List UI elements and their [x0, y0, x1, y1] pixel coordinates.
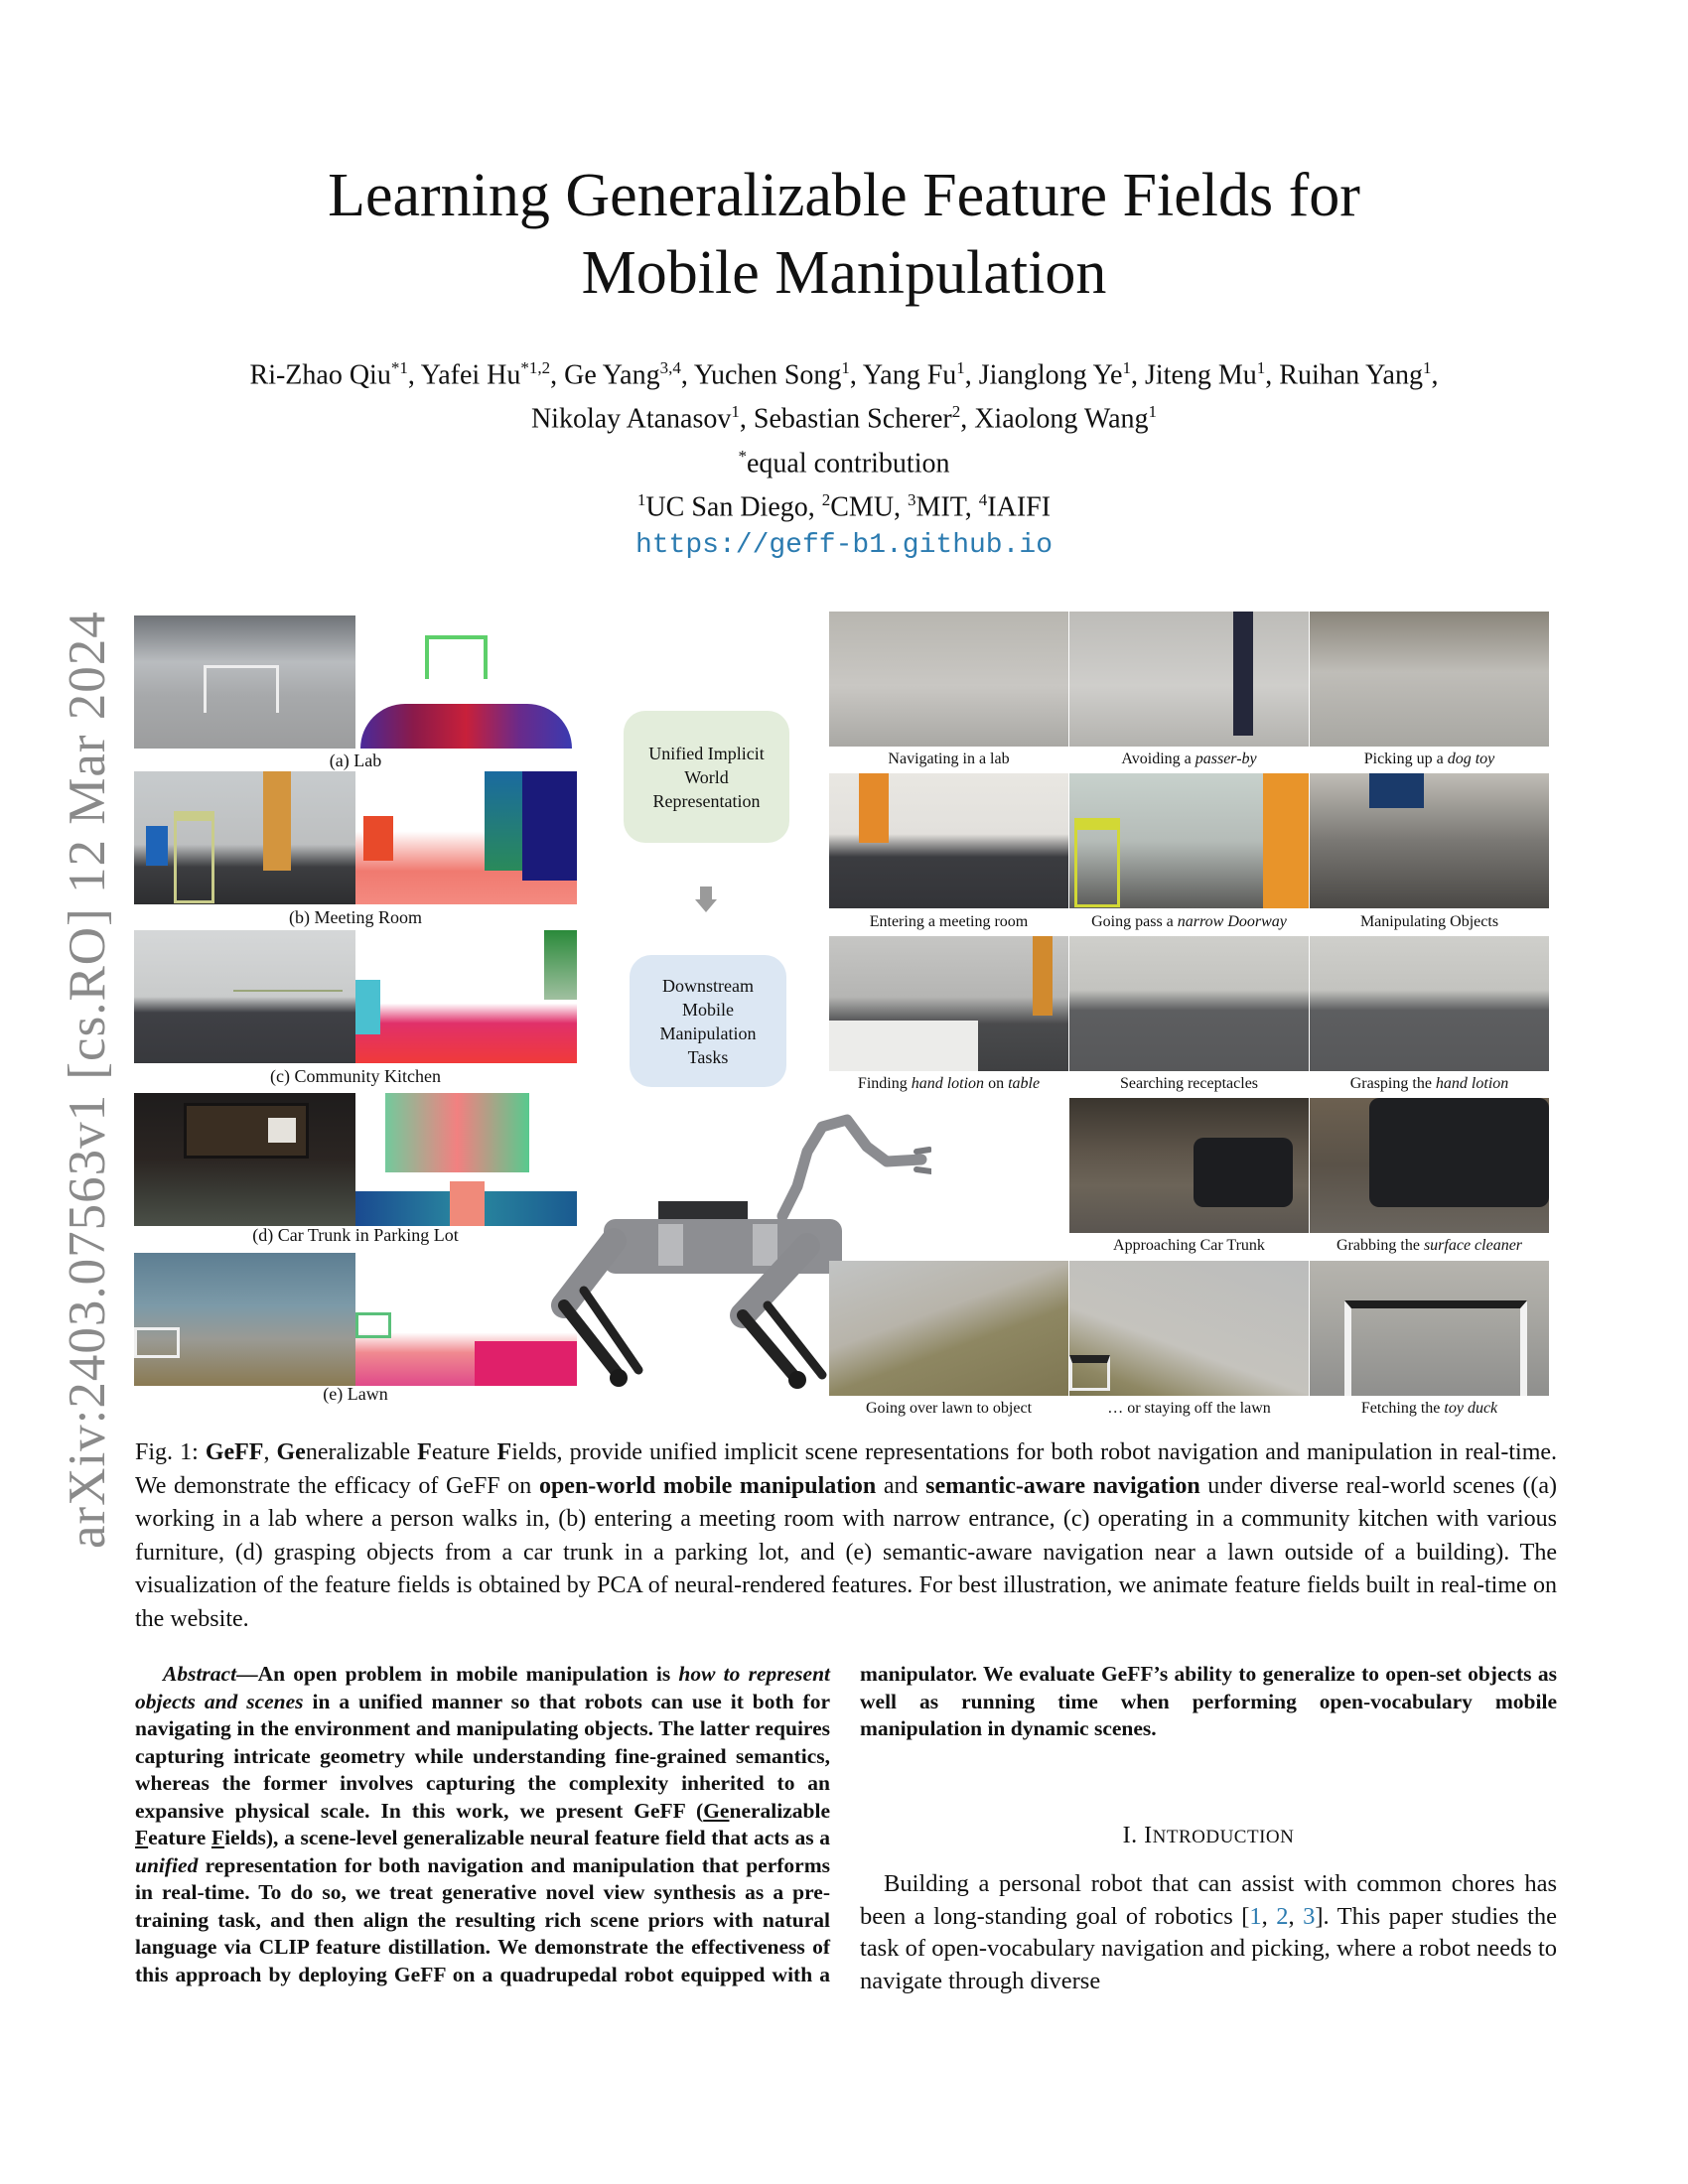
task-caption	[1310, 913, 1549, 931]
author-name: Ri-Zhao Qiu	[249, 359, 391, 391]
author-sup: 1	[841, 358, 850, 377]
caption-text: Approaching Car Trunk	[1113, 1237, 1265, 1254]
task-image-grabbing-surface-cleaner	[1310, 1098, 1549, 1233]
figure-caption	[135, 1436, 1557, 1636]
abstract-dash: —	[236, 1662, 258, 1686]
section-title: I	[1144, 1823, 1153, 1848]
affiliations: $^1$UC San Diego, $^2$CMU, $^3$MIT, $^4$IAIFI	[636, 489, 1052, 523]
task-caption	[829, 751, 1068, 768]
task-image-finding-hand-lotion	[829, 936, 1068, 1071]
scene-caption: (c) Community Kitchen	[270, 1066, 441, 1086]
section-heading-introduction	[860, 1823, 1557, 1849]
author-name: Sebastian Scherer	[753, 403, 952, 435]
author-name: Jiteng Mu	[1144, 359, 1257, 391]
caption-text: Manipulating Objects	[1359, 913, 1499, 930]
abstract-underline: F	[135, 1826, 149, 1849]
task-image-staying-off-lawn	[1069, 1261, 1309, 1396]
box-label: Unified Implicit World Representation	[648, 743, 765, 811]
caption-text: Entering a meeting room	[869, 913, 1029, 930]
author-sup: 1	[1256, 358, 1266, 377]
caption-text: eature	[431, 1439, 497, 1465]
downstream-tasks-box	[630, 955, 786, 1087]
section-number: I.	[1122, 1823, 1145, 1848]
abstract-underline: Ge	[703, 1798, 730, 1823]
title-line-2: Mobile Manipulation	[581, 239, 1107, 307]
author-sup: 1	[956, 358, 965, 377]
task-caption	[1310, 1075, 1549, 1093]
affil-sup: 2	[821, 489, 831, 509]
introduction-paragraph	[860, 1868, 1557, 1997]
unified-representation-box	[624, 711, 789, 843]
caption-text: ields, provide unified implicit scene representations for both robot navigation and manipulation in real-time. We demonstrate the efficacy of GeFF on	[135, 1439, 1558, 1499]
author-name: Yang Fu	[862, 359, 957, 391]
affiliation: IAIFI	[987, 491, 1052, 523]
task-image-approaching-car-trunk	[1069, 1098, 1309, 1233]
author-sup: 1	[1422, 358, 1432, 377]
caption-emphasis: narrow Doorway	[1177, 913, 1287, 930]
author-sup: 3,4	[659, 358, 681, 377]
author-name: Yafei Hu	[420, 359, 521, 391]
task-image-searching-receptacles	[1069, 936, 1309, 1071]
author-name: Nikolay Atanasov	[530, 403, 732, 435]
caption-text: on	[984, 1075, 1009, 1092]
scene-rgb-lawn	[134, 1253, 355, 1386]
scene-rgb-lab	[134, 615, 355, 749]
caption-emphasis: surface cleaner	[1423, 1237, 1523, 1254]
author-line-2: Nikolay Atanasov$^1$, Sebastian Scherer$^2$, Xiaolong Wang$^1$	[530, 402, 1158, 435]
down-arrow-icon	[695, 887, 717, 914]
abstract-text: ields), a scene-level generalizable neural feature field that acts as a	[224, 1826, 830, 1849]
caption-emphasis: dog toy	[1447, 751, 1495, 767]
caption-bold: GeFF	[205, 1439, 264, 1465]
caption-text: neralizable	[305, 1439, 418, 1465]
arxiv-identifier-stamp: arXiv:2403.07563v1 [cs.RO] 12 Mar 2024	[59, 611, 116, 1549]
citation-link[interactable]: 1	[1249, 1902, 1262, 1930]
scene-rgb-meeting-room	[134, 771, 355, 904]
affiliation: CMU	[830, 491, 895, 523]
intro-text: ,	[1288, 1902, 1304, 1930]
section-title-smallcaps: NTRODUCTION	[1152, 1827, 1295, 1847]
author-line-1: Ri-Zhao Qiu$^{*1}$, Yafei Hu$^{*1,2}$, Ge Yang$^{3,4}$, Yuchen Song$^1$, Yang Fu$^1$, Jianglong Ye$^1$, Jiteng Mu$^1$, Ruihan Yang$^1$,	[249, 358, 1439, 391]
affiliation: MIT	[915, 491, 965, 523]
scene-caption: (e) Lawn	[323, 1384, 388, 1404]
author-name: Yuchen Song	[693, 359, 842, 391]
task-caption	[1069, 913, 1309, 931]
caption-emphasis: passer-by	[1195, 751, 1257, 767]
author-sup: *1	[390, 358, 408, 377]
scene-feature-field-community-kitchen	[355, 930, 577, 1063]
caption-text: Going over lawn to object	[865, 1400, 1033, 1417]
intro-text: ]. This paper studies the task of open-vocabulary navigation and picking, where a robot needs to navigate through diverse	[860, 1902, 1558, 1994]
task-image-narrow-doorway	[1069, 773, 1309, 908]
task-caption	[1310, 1237, 1549, 1255]
caption-emphasis: toy duck	[1444, 1400, 1498, 1417]
note-sup: *	[738, 446, 747, 466]
scene-caption: (d) Car Trunk in Parking Lot	[252, 1225, 459, 1245]
paper-title	[0, 157, 1688, 312]
abstract-emphasis: unified	[135, 1852, 199, 1877]
abstract-label: Abstract	[163, 1662, 237, 1686]
task-image-fetching-toy-duck	[1310, 1261, 1549, 1396]
author-sup: *1,2	[520, 358, 551, 377]
abstract-text: in a unified manner so that robots can use it both for navigating in the environment and manipulating objects. The latter requires capturing intricate geometry while understanding fine-grained semantics, whereas the former involves capturing the complexity inherited to an expansive physical scale. In this work, we present GeFF (	[135, 1689, 830, 1823]
task-caption	[829, 1075, 1068, 1093]
scene-rgb-car-trunk	[134, 1093, 355, 1226]
caption-text: and	[876, 1472, 926, 1499]
task-image-picking-dog-toy	[1310, 612, 1549, 747]
task-caption	[1069, 751, 1309, 768]
abstract-emphasis: how to represent objects and scenes	[135, 1662, 830, 1713]
scene-feature-field-meeting-room	[355, 771, 577, 904]
author-sup: 1	[731, 402, 740, 422]
citation-link[interactable]: 2	[1276, 1902, 1289, 1930]
caption-text: Grabbing the	[1336, 1237, 1424, 1254]
caption-label: Fig. 1:	[135, 1439, 206, 1465]
caption-emphasis: hand lotion	[911, 1075, 985, 1092]
caption-text: Searching receptacles	[1119, 1075, 1259, 1092]
caption-text: Avoiding a	[1121, 751, 1196, 767]
caption-emphasis: hand lotion	[1435, 1075, 1509, 1092]
abstract-text: An open problem in mobile manipulation is	[257, 1662, 679, 1686]
box-label: Downstream Mobile Manipulation Tasks	[659, 975, 757, 1067]
caption-emphasis: table	[1008, 1075, 1041, 1092]
caption-bold: Ge	[276, 1439, 306, 1465]
caption-bold: F	[417, 1439, 432, 1465]
author-sup: 1	[1148, 402, 1158, 422]
task-caption	[1069, 1400, 1309, 1418]
author-name: Xiaolong Wang	[974, 403, 1149, 435]
task-image-grasping-hand-lotion	[1310, 936, 1549, 1071]
author-name: Ge Yang	[564, 359, 660, 391]
caption-text: under diverse real-world scenes ((a) working in a lab where a person walks in, (b) entering a meeting room with narrow entrance, (c) operating in a community kitchen with various furniture, (d) grasping objects from a car trunk in a parking lot, and (e) semantic-aware navigation near a lawn outside of a building). The visualization of the feature fields is obtained by PCA of neural-rendered features. For best illustration, we animate feature fields built in real-time on the website.	[135, 1472, 1557, 1632]
abstract-column-left	[135, 1661, 830, 1988]
task-image-navigating-lab	[829, 612, 1068, 747]
note-text: equal contribution	[746, 447, 950, 478]
caption-text: Fetching the	[1360, 1400, 1445, 1417]
abstract-text: eature	[148, 1826, 211, 1849]
task-image-manipulating-objects	[1310, 773, 1549, 908]
intro-text: ,	[1261, 1902, 1277, 1930]
abstract-underline: F	[211, 1826, 225, 1849]
caption-text: Going pass a	[1091, 913, 1178, 930]
task-image-avoiding-passer-by	[1069, 612, 1309, 747]
equal-contribution-note	[119, 438, 1569, 481]
caption-text: Grasping the	[1349, 1075, 1436, 1092]
abstract-text: neralizable	[729, 1798, 830, 1823]
scene-rgb-community-kitchen	[134, 930, 355, 1063]
scene-caption: (b) Meeting Room	[289, 907, 422, 927]
intro-text: Building a personal robot that can assist with common chores has been a long-standing goal of robotics [	[860, 1870, 1557, 1930]
affil-sup: 3	[908, 489, 916, 509]
caption-text: Finding	[857, 1075, 912, 1092]
task-caption	[1310, 1400, 1549, 1418]
affil-sup: 1	[636, 489, 646, 509]
citation-link[interactable]: 3	[1303, 1902, 1316, 1930]
task-image-going-over-lawn	[829, 1261, 1068, 1396]
caption-text: ,	[263, 1439, 277, 1465]
caption-bold: open-world mobile manipulation	[538, 1472, 877, 1499]
affiliation: UC San Diego	[645, 491, 808, 523]
scene-feature-field-lab	[355, 615, 577, 749]
title-line-1: Learning Generalizable Feature Fields for	[328, 162, 1360, 229]
author-sup: 1	[1122, 358, 1131, 377]
author-name: Ruihan Yang	[1279, 359, 1423, 391]
abstract-column-right: manipulator. We evaluate GeFF’s ability to generalize to open-set objects as well as running time when performing open-vocabulary mobile manipulation in dynamic scenes.	[860, 1662, 1557, 1740]
author-sup: 2	[951, 402, 961, 422]
task-caption	[829, 913, 1068, 931]
author-block	[119, 349, 1569, 564]
project-url-link[interactable]: https://geff-b1.github.io	[634, 530, 1054, 562]
caption-text: Navigating in a lab	[888, 751, 1010, 767]
task-caption	[1310, 751, 1549, 768]
abstract-text: representation for both navigation and manipulation that performs in real-time. To do so, we treat generative novel view synthesis as a pre-training task, and then align the resulting rich scene priors with natural language via CLIP feature distillation. We demonstrate the effectiveness of this approach by deploying GeFF on a quadrupedal robot equipped with a	[135, 1852, 830, 1986]
caption-bold: F	[496, 1439, 512, 1465]
affil-sup: 4	[978, 489, 988, 509]
task-image-entering-meeting-room	[829, 773, 1068, 908]
task-caption	[1069, 1075, 1309, 1093]
caption-text: … or staying off the lawn	[1107, 1400, 1271, 1417]
scene-caption: (a) Lab	[329, 751, 382, 770]
caption-text: Picking up a	[1363, 751, 1448, 767]
author-name: Jianglong Ye	[978, 359, 1123, 391]
task-caption	[1069, 1237, 1309, 1255]
caption-bold: semantic-aware navigation	[925, 1472, 1200, 1499]
task-caption	[829, 1400, 1068, 1418]
